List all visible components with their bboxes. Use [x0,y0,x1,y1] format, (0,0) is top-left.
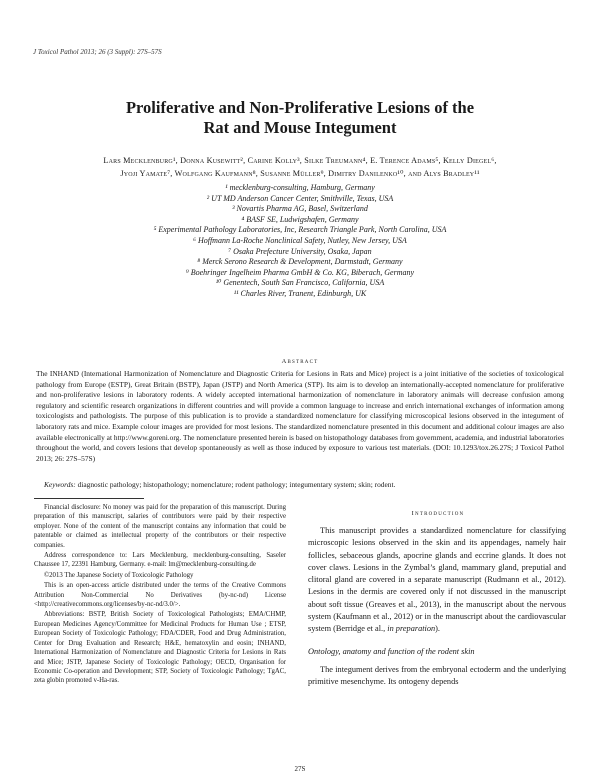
keywords-text: diagnostic pathology; histopathology; nomenclature; rodent pathology; integumentary system; skin; rodent. [75,480,396,489]
affiliation-item: ⁶ Hoffmann La-Roche Nonclinical Safety, Nutley, New Jersey, USA [193,235,407,245]
affiliation-item: ¹⁰ Genentech, South San Francisco, California, USA [215,278,385,288]
affiliation-item: ¹¹ Charles River, Tranent, Edinburgh, UK [233,288,367,298]
affiliation-item: ⁴ BASF SE, Ludwigshafen, Germany [241,214,359,224]
affiliation-item: ³ Novartis Pharma AG, Basel, Switzerland [232,204,368,214]
correspondence-address: Address correspondence to: Lars Mecklenburg, mecklenburg-consulting, Saseler Chaussee 17, 22391 Hamburg, Germany. e-mail: lm@mecklenburg-consulting.de [34,552,286,569]
ontology-paragraph: The integument derives from the embryonal ectoderm and the underlying primitive mesenchyme. Its ontogeny depends [308,664,566,687]
affiliation-list [90,183,510,300]
intro-italic-text: in preparation [387,624,436,634]
abstract-heading: Abstract [281,358,319,365]
financial-disclosure: Financial disclosure: No money was paid for the preparation of this manuscript. During preparation of this manuscript, salaries of contributors were paid by their respective employer. None of the content of the manuscript contains any information that could be patentable or claimed as intellectual property of the contributors or their respective companies. [34,504,286,549]
keywords-label: Keywords: [44,480,76,489]
title-line-1: Proliferative and Non-Proliferative Lesions of the [125,98,475,117]
affiliation-item: ⁵ Experimental Pathology Laboratories, Inc, Research Triangle Park, North Carolina, USA [153,225,447,235]
author-list [58,154,542,180]
footnotes-column [34,503,286,687]
section-subheading: Ontology, anatomy and function of the rodent skin [308,646,475,656]
journal-citation: J Toxicol Pathol 2013; 26 (3 Suppl): 27S–57S [33,48,162,56]
introduction-paragraph [308,525,566,636]
intro-text-end: ). [435,624,440,634]
authors-line-1: Lars Mecklenburg¹, Donna Kusewitt², Carine Kolly³, Silke Treumann⁴, E. Terence Adams⁵, Kelly Diegel⁶, [103,156,497,165]
affiliation-item: ⁷ Osaka Prefecture University, Osaka, Japan [228,246,372,256]
abbreviations: Abbreviations: BSTP, British Society of Toxicological Pathologists; EMA/CHMP, European Medicines Agency/Committee for Medicinal Products for Human Use ; ETSP, European Society of Toxicologic Pathology; FDA/CDER, Food and Drug Administration, Center for Drug Evaluation and Research; H&E, hematoxylin and eosin; INHAND, International Harmonization of Nomenclature and Diagnostic Criteria for Lesions in Rats and Mice; JSTP, Japanese Society of Toxicologic Pathology; OECD, Organisation for Economic Co-operation and Development; STP, Society of Toxicologic Pathology; TgAC, zeta globin promoted v-Ha-ras. [34,611,286,685]
title-line-2: Rat and Mouse Integument [203,118,397,137]
introduction-column [308,525,566,689]
footnote-divider [34,498,144,499]
intro-text: This manuscript provides a standardized nomenclature for classifying microscopic lesions observed in the skin and its appendages, namely hair follicles, sebaceous glands, apocrine glands and eccrine glands. It does not cover claws. Lesions in the Zymbal’s gland, mammary gland, preputial and clitoral gland are covered in a separate manuscript (Rudmann et al., 2012). Lesions in the dermis are covered only if not discussed in the manuscript about soft tissue (Greaves et al., 2013), in the manuscript about the nervous system (Kaufmann et al., 2012) or in the manuscript about the cardiovascular system (Berridge et al., [308,526,566,634]
keywords [44,480,556,490]
page-number: 27S [294,765,306,773]
authors-line-2: Jyoji Yamate⁷, Wolfgang Kaufmann⁸, Susanne Müller⁹, Dimitry Danilenko¹⁰, and Alys Bradley¹¹ [120,169,480,178]
affiliation-item: ⁹ Boehringer Ingelheim Pharma GmbH & Co. KG, Biberach, Germany [185,267,415,277]
paper-title [40,98,560,138]
affiliation-item: ² UT MD Anderson Cancer Center, Smithville, Texas, USA [206,193,394,203]
affiliation-item: ¹ mecklenburg-consulting, Hamburg, Germany [225,183,375,192]
introduction-heading: Introduction [411,510,465,517]
abstract-text: The INHAND (International Harmonization of Nomenclature and Diagnostic Criteria for Lesions in Rats and Mice) project is a joint initiative of the societies of toxicological pathology from Europe (ESTP), Great Britain (BSTP), Japan (JSTP) and North America (STP). Its aim is to develop an internationally-accepted nomenclature for proliferative and non-proliferative lesions in laboratory rodents. A widely accepted international harmonization of nomenclature in laboratory animals will decrease confusion among regulatory and scientific research organizations in different countries and will provide a common language to increase and enrich international exchanges of information among toxicologists and pathologists. The purpose of this publication is to provide a standardized nomenclature for classifying microscopical lesions observed in the integument of laboratory rats and mice. Example colour images are provided for most lesions. The standardized nomenclature presented in this document and additional colour images are also available electronically at http://www.goreni.org. The nomenclature presented herein is based on histopathology databases from government, academia, and industrial laboratories throughout the world, and covers lesions that develop spontaneously as well as those induced by exposure to various test materials. (DOI: 10.1293/tox.26.27S; J Toxicol Pathol 2013; 26: 27S–57S) [36,369,564,463]
license-notice: This is an open-access article distributed under the terms of the Creative Commons Attribution Non-Commercial No Derivatives (by-nc-nd) License <http://creativecommons.org/licenses/by-nc-nd/3.0/>. [34,582,286,609]
affiliation-item: ⁸ Merck Serono Research & Development, Darmstadt, Germany [197,257,403,267]
copyright-notice: ©2013 The Japanese Society of Toxicologic Pathology [44,571,194,579]
